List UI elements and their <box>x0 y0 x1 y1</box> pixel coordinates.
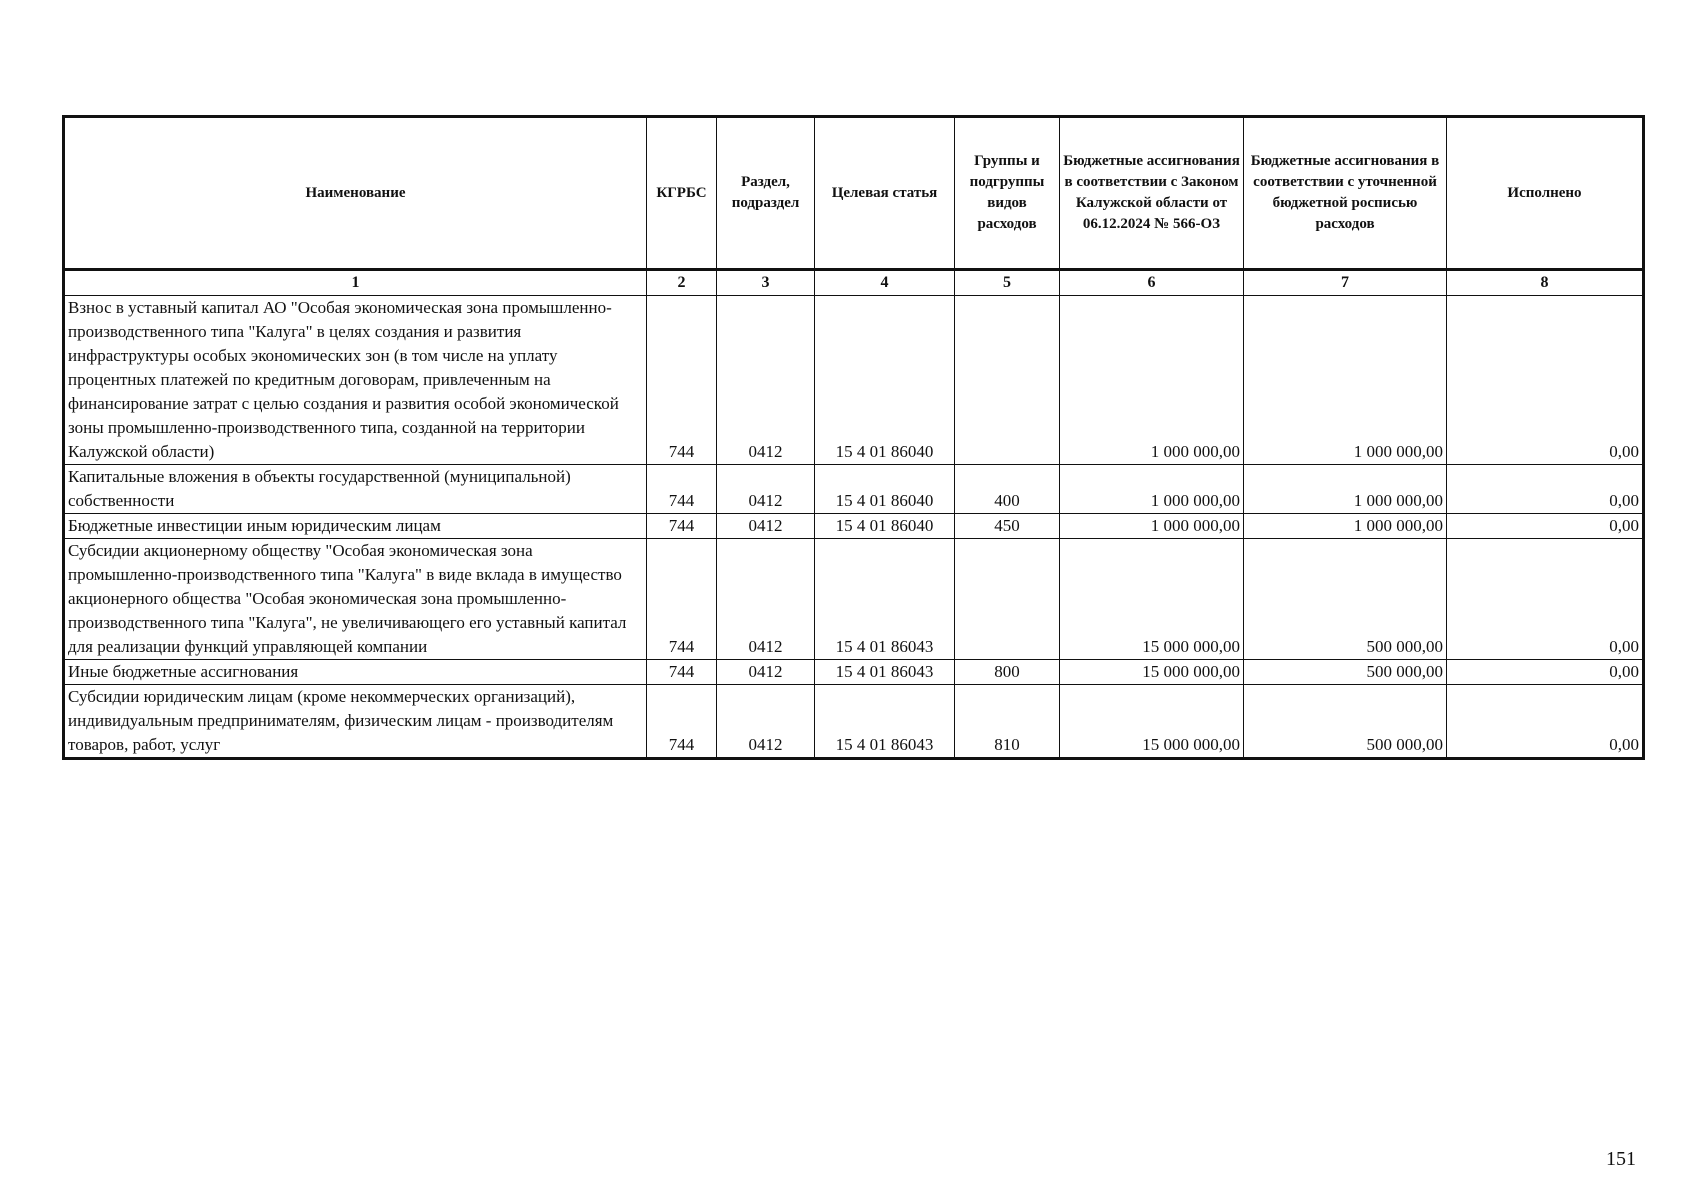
row-refined-amount: 1 000 000,00 <box>1244 465 1447 514</box>
header-target: Целевая статья <box>815 117 955 270</box>
header-group: Группы и подгруппы видов расходов <box>955 117 1060 270</box>
row-group: 800 <box>955 660 1060 685</box>
column-number: 2 <box>647 270 717 296</box>
row-target: 15 4 01 86043 <box>815 685 955 759</box>
header-kgrbs: КГРБС <box>647 117 717 270</box>
row-law-amount: 1 000 000,00 <box>1060 514 1244 539</box>
row-kgrbs: 744 <box>647 660 717 685</box>
row-kgrbs: 744 <box>647 296 717 465</box>
row-target: 15 4 01 86043 <box>815 539 955 660</box>
column-number: 6 <box>1060 270 1244 296</box>
header-section: Раздел, подраздел <box>717 117 815 270</box>
table-row <box>64 296 1644 465</box>
row-section: 0412 <box>717 685 815 759</box>
row-group: 810 <box>955 685 1060 759</box>
row-refined-amount: 500 000,00 <box>1244 660 1447 685</box>
row-law-amount: 1 000 000,00 <box>1060 465 1244 514</box>
table-row <box>64 660 1644 685</box>
column-number: 7 <box>1244 270 1447 296</box>
row-section: 0412 <box>717 539 815 660</box>
header-refined-amount: Бюджетные ассигнования в соответствии с уточненной бюджетной росписью расходов <box>1244 117 1447 270</box>
row-refined-amount: 1 000 000,00 <box>1244 296 1447 465</box>
row-law-amount: 15 000 000,00 <box>1060 539 1244 660</box>
row-refined-amount: 500 000,00 <box>1244 539 1447 660</box>
budget-sheet <box>62 115 1642 760</box>
row-kgrbs: 744 <box>647 685 717 759</box>
row-target: 15 4 01 86043 <box>815 660 955 685</box>
row-law-amount: 1 000 000,00 <box>1060 296 1244 465</box>
row-executed: 0,00 <box>1447 660 1644 685</box>
row-section: 0412 <box>717 660 815 685</box>
table-header-row <box>64 117 1644 270</box>
header-executed: Исполнено <box>1447 117 1644 270</box>
row-name: Бюджетные инвестиции иным юридическим лицам <box>64 514 647 539</box>
column-number: 1 <box>64 270 647 296</box>
row-refined-amount: 500 000,00 <box>1244 685 1447 759</box>
row-group <box>955 539 1060 660</box>
row-executed: 0,00 <box>1447 685 1644 759</box>
row-executed: 0,00 <box>1447 296 1644 465</box>
column-numbers-row <box>64 270 1644 296</box>
row-section: 0412 <box>717 296 815 465</box>
row-law-amount: 15 000 000,00 <box>1060 660 1244 685</box>
row-section: 0412 <box>717 514 815 539</box>
row-group <box>955 296 1060 465</box>
row-target: 15 4 01 86040 <box>815 296 955 465</box>
row-group: 400 <box>955 465 1060 514</box>
row-refined-amount: 1 000 000,00 <box>1244 514 1447 539</box>
row-kgrbs: 744 <box>647 514 717 539</box>
row-executed: 0,00 <box>1447 465 1644 514</box>
budget-table <box>62 115 1645 760</box>
row-name: Взнос в уставный капитал АО "Особая экономическая зона промышленно-производственного типа "Калуга" в целях создания и развития инфраструктуры особых экономических зон (в том числе на уплату процентных платежей по кредитным договорам, привлеченным на финансирование затрат с целью создания и развития особой экономической зоны промышленно-производственного типа, созданной на территории Калужской области) <box>64 296 647 465</box>
row-kgrbs: 744 <box>647 465 717 514</box>
row-name: Субсидии акционерному обществу "Особая экономическая зона промышленно-производственного типа "Калуга" в виде вклада в имущество акционерного общества "Особая экономическая зона промышленно-производственного типа "Калуга", не увеличивающего его уставный капитал для реализации функций управляющей компании <box>64 539 647 660</box>
table-row <box>64 539 1644 660</box>
table-row <box>64 465 1644 514</box>
row-name: Иные бюджетные ассигнования <box>64 660 647 685</box>
row-kgrbs: 744 <box>647 539 717 660</box>
row-executed: 0,00 <box>1447 539 1644 660</box>
row-name: Субсидии юридическим лицам (кроме некоммерческих организаций), индивидуальным предпринимателям, физическим лицам - производителям товаров, работ, услуг <box>64 685 647 759</box>
row-target: 15 4 01 86040 <box>815 465 955 514</box>
column-number: 8 <box>1447 270 1644 296</box>
row-target: 15 4 01 86040 <box>815 514 955 539</box>
column-number: 5 <box>955 270 1060 296</box>
table-row <box>64 685 1644 759</box>
table-row <box>64 514 1644 539</box>
column-number: 4 <box>815 270 955 296</box>
row-group: 450 <box>955 514 1060 539</box>
header-name: Наименование <box>64 117 647 270</box>
header-law-amount: Бюджетные ассигнования в соответствии с Законом Калужской области от 06.12.2024 № 566-ОЗ <box>1060 117 1244 270</box>
column-number: 3 <box>717 270 815 296</box>
row-name: Капитальные вложения в объекты государственной (муниципальной) собственности <box>64 465 647 514</box>
page-number: 151 <box>1606 1148 1636 1170</box>
row-law-amount: 15 000 000,00 <box>1060 685 1244 759</box>
row-section: 0412 <box>717 465 815 514</box>
row-executed: 0,00 <box>1447 514 1644 539</box>
